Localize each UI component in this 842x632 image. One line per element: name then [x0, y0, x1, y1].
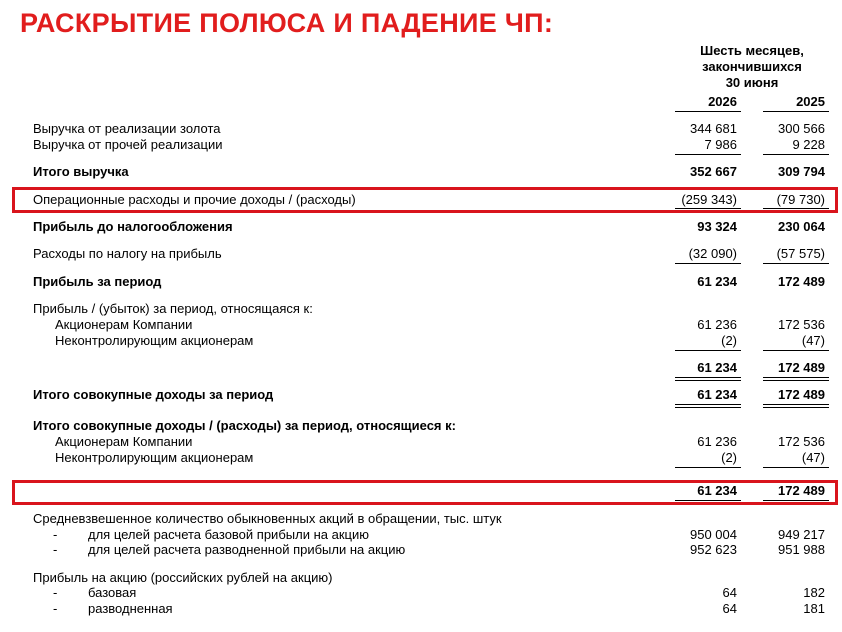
underline [675, 208, 741, 209]
row-eps-diluted [0, 600, 842, 618]
row-value-2025: 182 [803, 585, 825, 600]
row-value-2026: (2) [721, 450, 737, 465]
row-value-2025: (57 575) [776, 246, 825, 261]
double-underline [675, 500, 741, 501]
bullet-dash: - [53, 527, 58, 542]
row-label: Выручка от реализации золота [33, 121, 221, 136]
row-label: Неконтролирующим акционерам [55, 450, 254, 465]
row-value-2025: 172 489 [778, 274, 825, 289]
column-year-2025: 2025 [796, 94, 825, 109]
row-value-2025: (47) [801, 333, 825, 348]
row-value-2026: 61 234 [697, 360, 737, 375]
row-value-2025: (47) [801, 450, 825, 465]
row-value-2026: 61 236 [697, 434, 737, 449]
double-underline [675, 380, 741, 381]
underline [675, 154, 741, 155]
column-rule-2026 [675, 111, 741, 112]
row-label: базовая [88, 585, 137, 600]
row-value-2025: 951 988 [778, 542, 825, 557]
row-label: Операционные расходы и прочие доходы / (расходы) [33, 192, 356, 207]
row-value-2026: (259 343) [681, 192, 737, 207]
row-other-revenue [0, 136, 842, 154]
row-value-2025: 172 536 [778, 317, 825, 332]
period-header-line-1: Шесть месяцев, [700, 43, 804, 58]
row-value-2026: 61 236 [697, 317, 737, 332]
row-value-2026: 352 667 [690, 164, 737, 179]
row-value-2025: 9 228 [792, 137, 825, 152]
row-label: Акционерам Компании [55, 317, 193, 332]
underline [675, 263, 741, 264]
bullet-dash: - [53, 585, 58, 600]
row-value-2026: 344 681 [690, 121, 737, 136]
row-value-2026: 64 [722, 601, 737, 616]
row-attribution-total [0, 359, 842, 377]
row-value-2025: 300 566 [778, 121, 825, 136]
row-label: Итого совокупные доходы / (расходы) за период, относящиеся к: [33, 418, 456, 433]
underline [763, 350, 829, 351]
column-year-header [0, 93, 842, 111]
row-value-2026: 61 234 [697, 483, 737, 498]
row-value-2026: (2) [721, 333, 737, 348]
row-label: Акционерам Компании [55, 434, 193, 449]
row-label: Итого выручка [33, 164, 129, 179]
row-label: для целей расчета разводненной прибыли на акцию [88, 542, 406, 557]
underline [763, 154, 829, 155]
period-header-line-3: 30 июня [725, 75, 779, 90]
double-underline [763, 407, 829, 408]
row-value-2025: 309 794 [778, 164, 825, 179]
row-label: Прибыль на акцию (российских рублей на акцию) [33, 570, 333, 585]
row-comprehensive-total [0, 482, 842, 500]
underline [675, 467, 741, 468]
underline [763, 467, 829, 468]
row-non-controlling-comprehensive [0, 449, 842, 467]
page-heading: РАСКРЫТИЕ ПОЛЮСА И ПАДЕНИЕ ЧП: [20, 8, 554, 38]
row-profit-before-tax [0, 218, 842, 236]
double-underline [675, 377, 741, 378]
bullet-dash: - [53, 542, 58, 557]
row-value-2026: (32 090) [688, 246, 737, 261]
period-header-line-2: закончившихся [702, 59, 802, 74]
column-year-2026: 2026 [708, 94, 737, 109]
row-income-tax [0, 245, 842, 263]
row-non-controlling [0, 332, 842, 350]
row-value-2026: 952 623 [690, 542, 737, 557]
row-profit-for-period [0, 273, 842, 291]
row-value-2025: 230 064 [778, 219, 825, 234]
row-value-2026: 93 324 [697, 219, 737, 234]
row-value-2025: (79 730) [776, 192, 825, 207]
row-value-2026: 61 234 [697, 274, 737, 289]
row-value-2026: 950 004 [690, 527, 737, 542]
row-operating-expenses [0, 191, 842, 209]
row-total-revenue [0, 163, 842, 181]
row-value-2025: 172 489 [778, 483, 825, 498]
double-underline [763, 404, 829, 405]
row-value-2026: 64 [722, 585, 737, 600]
double-underline [675, 404, 741, 405]
row-label: Прибыль до налогообложения [33, 219, 233, 234]
column-rule-2025 [763, 111, 829, 112]
row-label: Неконтролирующим акционерам [55, 333, 254, 348]
row-label: Выручка от прочей реализации [33, 137, 223, 152]
underline [763, 208, 829, 209]
row-label: разводненная [88, 601, 173, 616]
double-underline [675, 407, 741, 408]
row-label: Итого совокупные доходы за период [33, 387, 274, 402]
period-header [676, 43, 828, 91]
underline [675, 350, 741, 351]
row-label: Прибыль / (убыток) за период, относящаяся к: [33, 301, 313, 316]
row-value-2025: 172 536 [778, 434, 825, 449]
double-underline [763, 380, 829, 381]
row-total-comprehensive [0, 386, 842, 404]
row-value-2026: 61 234 [697, 387, 737, 402]
underline [763, 263, 829, 264]
bullet-dash: - [53, 601, 58, 616]
row-label: для целей расчета базовой прибыли на акцию [88, 527, 369, 542]
row-value-2025: 172 489 [778, 387, 825, 402]
row-value-2025: 949 217 [778, 527, 825, 542]
row-value-2026: 7 986 [704, 137, 737, 152]
row-label: Прибыль за период [33, 274, 162, 289]
row-value-2025: 172 489 [778, 360, 825, 375]
double-underline [763, 377, 829, 378]
row-shares-diluted [0, 541, 842, 559]
double-underline [763, 500, 829, 501]
row-label: Средневзвешенное количество обыкновенных акций в обращении, тыс. штук [33, 511, 502, 526]
row-value-2025: 181 [803, 601, 825, 616]
row-label: Расходы по налогу на прибыль [33, 246, 222, 261]
